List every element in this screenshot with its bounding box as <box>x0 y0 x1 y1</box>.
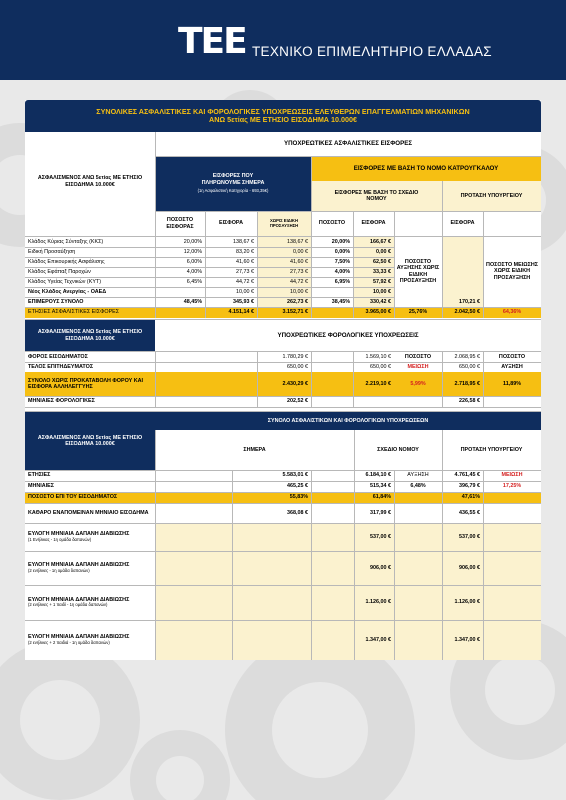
row-pct2: 20,00% <box>331 238 350 245</box>
s3-col-minister: ΠΡΟΤΑΣΗ ΥΠΟΥΡΓΕΙΟΥ <box>460 446 523 453</box>
tax-row-minister: 650,00 € <box>459 363 480 370</box>
tax-total-label: ΣΥΝΟΛΟ ΧΩΡΙΣ ΠΡΟΚΑΤΑΒΟΛΗ ΦΟΡΟΥ ΚΑΙ ΕΙΣΦΟΡΑ ΑΛΛΗΛΕΓΓΥΗΣ <box>28 377 144 390</box>
subtotal-label: ΕΠΙΜΕΡΟΥΣ ΣΥΝΟΛΟ <box>28 298 84 305</box>
s1-col-contribution3: ΕΙΣΦΟΡΑ <box>450 220 475 227</box>
subtotal-minister: 170,21 € <box>459 298 480 305</box>
header-banner <box>0 0 566 80</box>
tax-total-minister-pct: 11,89% <box>503 380 521 387</box>
increase-note: ΠΟΣΟΣΤΟ ΑΥΞΗΣΗΣ ΧΩΡΙΣ ΕΙΔΙΚΗ ΠΡΟΣΑΥΞΗΣΗ <box>396 259 440 284</box>
s1-law-header: ΕΙΣΦΟΡΕΣ ΜΕ ΒΑΣΗ ΤΟ ΝΟΜΟ ΚΑΤΡΟΥΓΚΑΛΟΥ <box>311 156 541 181</box>
total-monthly-draft: 515,34 € <box>370 483 391 490</box>
s3-col-draft: ΣΧΕΔΙΟ ΝΟΜΟΥ <box>377 446 419 453</box>
total-annual-minister: 4.761,45 € <box>454 472 480 479</box>
expense-label: ΕΥΛΟΓΗ ΜΗΝΙΑΙΑ ΔΑΠΑΝΗ ΔΙΑΒΙΩΣΗΣ (2 ενήλικες + 1 παιδί - 1η ομάδα δαπανών) <box>28 596 130 608</box>
total-monthly-draft-pct: 6,48% <box>410 483 426 490</box>
pct-income-today: 55,83% <box>289 494 308 501</box>
tax-row-minister-note: ΠΟΣΟΣΤΟ <box>498 353 526 360</box>
subtotal-pct2: 38,45% <box>331 298 350 305</box>
subtotal-pct: 48,45% <box>183 298 202 305</box>
tax-row-label: ΦΟΡΟΣ ΕΙΣΟΔΗΜΑΤΟΣ <box>28 353 88 360</box>
s1-insured-label: ΑΣΦΑΛΙΣΜΕΝΟΣ ΑΝΩ 5ετίας ΜΕ ΕΤΗΣΙΟ ΕΙΣΟΔΗΜΑ 10.000€ <box>37 175 143 188</box>
tax-monthly-minister: 226,58 € <box>459 398 480 405</box>
row-contrib2: 33,33 € <box>373 268 391 275</box>
annual-increase: 25,76% <box>408 309 428 316</box>
row-contrib2: 57,92 € <box>373 278 391 285</box>
row-pct2: 0,00% <box>334 248 350 255</box>
subtotal-contrib: 345,93 € <box>233 298 254 305</box>
row-contrib2: 166,67 € <box>370 238 391 245</box>
expense-minister: 537,00 € <box>459 533 480 540</box>
total-monthly-minister: 396,79 € <box>459 483 480 490</box>
tax-row-draft-note: ΜΕΙΩΣΗ <box>407 363 429 370</box>
row-contrib2: 62,50 € <box>373 258 391 265</box>
annual-nospecial: 3.152,71 € <box>282 309 308 316</box>
row-nospecial: 0,00 € <box>293 248 308 255</box>
row-contrib: 83,20 € <box>236 248 254 255</box>
row-nospecial: 41,60 € <box>290 258 308 265</box>
tax-total-draft-pct: 5,99% <box>410 380 426 387</box>
row-contrib: 10,00 € <box>236 288 254 295</box>
row-label: Κλάδος Επικουρικής Ασφάλισης <box>28 258 105 265</box>
s3-section-title: ΣΥΝΟΛΟ ΑΣΦΑΛΙΣΤΙΚΩΝ ΚΑΙ ΦΟΡΟΛΟΓΙΚΩΝ ΥΠΟΧΡΕΩΣΕΩΝ <box>155 412 541 430</box>
row-pct2: 7,50% <box>334 258 350 265</box>
row-pct2: 6,95% <box>334 278 350 285</box>
subtotal-contrib2: 330,42 € <box>370 298 391 305</box>
row-contrib: 138,67 € <box>233 238 254 245</box>
s1-minister-header: ΠΡΟΤΑΣΗ ΥΠΟΥΡΓΕΙΟΥ <box>442 181 541 211</box>
s1-draft-header: ΕΙΣΦΟΡΕΣ ΜΕ ΒΑΣΗ ΤΟ ΣΧΕΔΙΟ ΝΟΜΟΥ <box>311 181 442 211</box>
tax-total-minister: 2.718,95 € <box>454 380 480 387</box>
subtotal-nospecial: 262,73 € <box>287 298 308 305</box>
row-nospecial: 138,67 € <box>287 238 308 245</box>
document-sheet <box>25 100 541 660</box>
expense-label: ΕΥΛΟΓΗ ΜΗΝΙΑΙΑ ΔΑΠΑΝΗ ΔΙΑΒΙΩΣΗΣ (2 ενήλικες + 2 παιδιά - 1η ομάδα δαπανών) <box>28 634 130 645</box>
total-monthly-label: ΜΗΝΙΑΙΕΣ <box>28 483 54 490</box>
s3-insured-label: ΑΣΦΑΛΙΣΜΕΝΟΣ ΑΝΩ 5ετίας ΜΕ ΕΤΗΣΙΟ ΕΙΣΟΔΗΜΑ 10.000€ <box>25 412 155 470</box>
tax-row-label: ΤΕΛΟΣ ΕΠΙΤΗΔΕΥΜΑΤΟΣ <box>28 363 94 370</box>
s1-col-contribution: ΕΙΣΦΟΡΑ <box>218 220 244 227</box>
tax-row-today: 1.780,29 € <box>282 353 308 360</box>
s2-insured-label: ΑΣΦΑΛΙΣΜΕΝΟΣ ΑΝΩ 5ετίας ΜΕ ΕΤΗΣΙΟ ΕΙΣΟΔΗΜΑ 10.000€ <box>25 320 155 351</box>
document-title: ΣΥΝΟΛΙΚΕΣ ΑΣΦΑΛΙΣΤΙΚΕΣ ΚΑΙ ΦΟΡΟΛΟΓΙΚΕΣ ΥΠΟΧΡΕΩΣΕΙΣ ΕΛΕΥΘΕΡΩΝ ΕΠΑΓΓΕΛΜΑΤΙΩΝ ΜΗΧΑΝΙΚΩΝ ΑΝΩ 5ετίας ΜΕ ΕΤΗΣΙΟ ΕΙΣΟΔΗΜΑ 10.000€ <box>25 100 541 132</box>
tax-total-today: 2.430,29 € <box>282 380 308 387</box>
row-nospecial: 44,72 € <box>290 278 308 285</box>
expense-minister: 1.347,00 € <box>454 636 480 643</box>
row-label: Κλάδος Εφάπαξ Παροχών <box>28 268 91 275</box>
tax-row-today: 650,00 € <box>287 363 308 370</box>
org-name: ΤΕΧΝΙΚΟ ΕΠΙΜΕΛΗΤΗΡΙΟ ΕΛΛΑΔΑΣ <box>252 44 492 59</box>
row-label: Νέος Κλάδος Ανεργίας - ΟΑΕΔ <box>28 288 107 295</box>
net-income-minister: 436,55 € <box>459 509 480 516</box>
total-monthly-minister-pct: 17,25% <box>502 483 522 490</box>
row-pct2: 4,00% <box>334 268 350 275</box>
row-pct <box>155 287 205 297</box>
net-income-draft: 317,99 € <box>370 509 391 516</box>
total-annual-today: 5.583,01 € <box>282 472 308 479</box>
annual-decrease: 64,36% <box>502 309 522 316</box>
total-annual-draft-note: ΑΥΞΗΣΗ <box>407 472 429 479</box>
tax-row-minister-note: ΑΥΞΗΣΗ <box>501 363 523 370</box>
row-contrib: 44,72 € <box>236 278 254 285</box>
annual-label: ΕΤΗΣΙΕΣ ΑΣΦΑΛΙΣΤΙΚΕΣ ΕΙΣΦΟΡΕΣ <box>28 309 120 316</box>
tax-monthly-today: 202,52 € <box>287 398 308 405</box>
total-annual-draft: 6.184,10 € <box>365 472 391 479</box>
pct-income-draft: 61,84% <box>372 494 391 501</box>
pct-income-minister: 47,61% <box>461 494 480 501</box>
tee-logo: ΤΕΕ <box>178 21 246 62</box>
row-nospecial: 27,73 € <box>290 268 308 275</box>
expense-label: ΕΥΛΟΓΗ ΜΗΝΙΑΙΑ ΔΑΠΑΝΗ ΔΙΑΒΙΩΣΗΣ (1 Ενήλικας - 1η ομάδα δαπανών) <box>28 531 130 542</box>
annual-contrib: 4.151,14 € <box>228 309 254 316</box>
tax-row-minister: 2.068,95 € <box>454 353 480 360</box>
annual-contrib2: 3.965,00 € <box>365 309 391 316</box>
expense-draft: 1.347,00 € <box>365 636 391 643</box>
expense-minister: 1.126,00 € <box>454 599 480 606</box>
annual-minister: 2.042,50 € <box>454 309 480 316</box>
expense-draft: 1.126,00 € <box>365 599 391 606</box>
row-pct2 <box>311 287 353 297</box>
total-monthly-today: 465,25 € <box>287 483 308 490</box>
tax-row-draft: 650,00 € <box>370 363 391 370</box>
tax-row-draft: 1.569,10 € <box>365 353 391 360</box>
tax-monthly-label: ΜΗΝΙΑΙΕΣ ΦΟΡΟΛΟΓΙΚΕΣ <box>28 398 95 405</box>
total-annual-minister-note: ΜΕΙΩΣΗ <box>501 472 523 479</box>
expense-draft: 906,00 € <box>370 564 391 571</box>
tax-total-draft: 2.219,10 € <box>365 380 391 387</box>
row-pct: 20,00% <box>183 238 202 245</box>
pct-income-label: ΠΟΣΟΣΤΟ ΕΠΙ ΤΟΥ ΕΙΣΟΔΗΜΑΤΟΣ <box>28 494 118 501</box>
row-contrib2: 0,00 € <box>376 248 391 255</box>
expense-label: ΕΥΛΟΓΗ ΜΗΝΙΑΙΑ ΔΑΠΑΝΗ ΔΙΑΒΙΩΣΗΣ (2 ενήλικες - 1η ομάδα δαπανών) <box>28 562 130 573</box>
s2-section-title: ΥΠΟΧΡΕΩΤΙΚΕΣ ΦΟΡΟΛΟΓΙΚΕΣ ΥΠΟΧΡΕΩΣΕΙΣ <box>277 331 419 339</box>
row-pct: 4,00% <box>186 268 202 275</box>
row-label: Κλάδος Υγείας Τεχνικών (ΚΥΤ) <box>28 278 102 285</box>
tax-row-draft-note: ΠΟΣΟΣΤΟ <box>404 353 432 360</box>
s1-today-header: ΕΙΣΦΟΡΕΣ ΠΟΥ ΠΛΗΡΩΝΟΥΜΕ ΣΗΜΕΡΑ (1η Ασφαλιστική Κατηγορία - 693,35€) <box>155 156 311 211</box>
row-label: Κλάδος Κύριας Σύνταξης (ΚΚΣ) <box>28 238 104 245</box>
s1-col-percent: ΠΟΣΟΣΤΟ ΕΙΣΦΟΡΑΣ <box>166 217 194 230</box>
row-contrib: 41,60 € <box>236 258 254 265</box>
row-contrib: 27,73 € <box>236 268 254 275</box>
expense-draft: 537,00 € <box>370 533 391 540</box>
row-pct: 6,45% <box>186 278 202 285</box>
decrease-note: ΠΟΣΟΣΤΟ ΜΕΙΩΣΗΣ ΧΩΡΙΣ ΕΙΔΙΚΗ ΠΡΟΣΑΥΞΗΣΗ <box>486 262 538 281</box>
s1-col-percent2: ΠΟΣΟΣΤΟ <box>318 220 346 227</box>
s1-col-contribution2: ΕΙΣΦΟΡΑ <box>361 220 386 227</box>
net-income-today: 368,08 € <box>287 509 308 516</box>
row-contrib2: 10,00 € <box>373 288 391 295</box>
expense-minister: 906,00 € <box>459 564 480 571</box>
row-nospecial: 10,00 € <box>290 288 308 295</box>
s1-section-title: ΥΠΟΧΡΕΩΤΙΚΕΣ ΑΣΦΑΛΙΣΤΙΚΕΣ ΕΙΣΦΟΡΕΣ <box>283 140 413 148</box>
row-label: Ειδική Προσαύξηση <box>28 248 76 255</box>
total-annual-label: ΕΤΗΣΙΕΣ <box>28 472 51 479</box>
net-income-label: ΚΑΘΑΡΟ ΕΝΑΠΟΜΕΙΝΑΝ ΜΗΝΙΑΙΟ ΕΙΣΟΔΗΜΑ <box>28 509 149 516</box>
row-pct: 12,00% <box>183 248 202 255</box>
s3-col-today: ΣΗΜΕΡΑ <box>243 446 266 453</box>
s1-col-no-special: ΧΩΡΙΣ ΕΙΔΙΚΗ ΠΡΟΣΑΥΞΗΣΗ <box>257 211 311 236</box>
row-pct: 6,00% <box>186 258 202 265</box>
